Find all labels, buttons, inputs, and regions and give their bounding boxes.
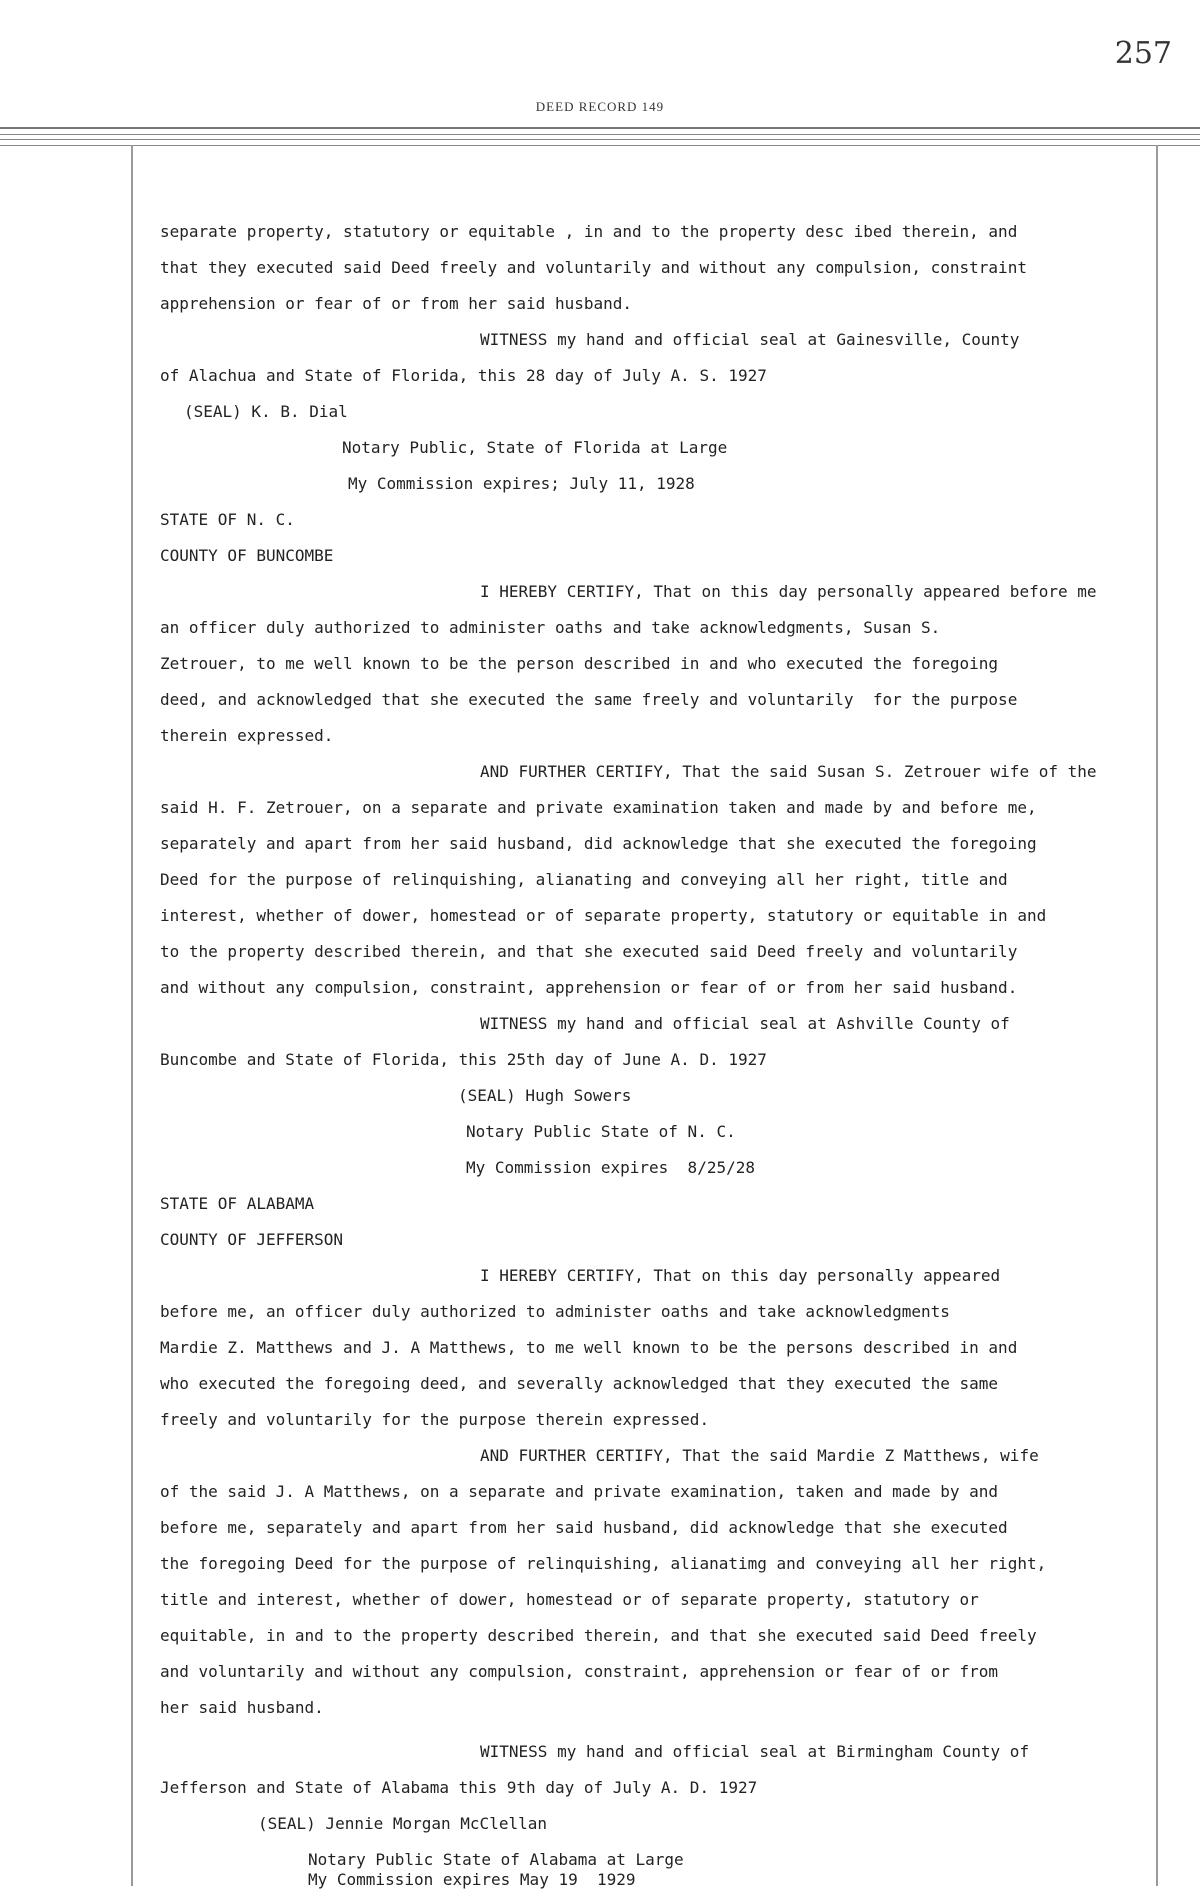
left-margin-line	[131, 145, 133, 1886]
running-header: DEED RECORD 149	[535, 99, 665, 114]
notary-title-line: Notary Public State of N. C.	[466, 1122, 736, 1141]
text-line: separate property, statutory or equitable , in and to the property desc ibed therein, and	[160, 222, 1018, 241]
commission-line: My Commission expires May 19 1929	[308, 1870, 636, 1889]
text-line: that they executed said Deed freely and voluntarily and without any compulsion, constraint	[160, 258, 1027, 277]
text-line: therein expressed.	[160, 726, 334, 745]
text-line: of Alachua and State of Florida, this 28 day of July A. S. 1927	[160, 366, 767, 385]
header-rule	[0, 139, 1200, 140]
text-line: who executed the foregoing deed, and severally acknowledged that they executed the same	[160, 1374, 999, 1393]
text-line: separately and apart from her said husband, did acknowledge that she executed the foregoing	[160, 834, 1037, 853]
county-heading: COUNTY OF JEFFERSON	[160, 1230, 344, 1249]
text-line: interest, whether of dower, homestead or of separate property, statutory or equitable in and	[160, 906, 1047, 925]
header-rule	[0, 127, 1200, 129]
text-line: before me, an officer duly authorized to administer oaths and take acknowledgments	[160, 1302, 950, 1321]
text-line: her said husband.	[160, 1698, 324, 1717]
state-heading: STATE OF N. C.	[160, 510, 295, 529]
text-line: said H. F. Zetrouer, on a separate and private examination taken and made by and before me,	[160, 798, 1037, 817]
text-line: before me, separately and apart from her said husband, did acknowledge that she executed	[160, 1518, 1008, 1537]
header-rule	[0, 134, 1200, 135]
text-line: freely and voluntarily for the purpose therein expressed.	[160, 1410, 710, 1429]
text-line: WITNESS my hand and official seal at Ashville County of	[480, 1014, 1010, 1033]
text-line: I HEREBY CERTIFY, That on this day personally appeared	[480, 1266, 1001, 1285]
notary-title-line: Notary Public State of Alabama at Large	[308, 1850, 684, 1869]
notary-seal-line: (SEAL) Hugh Sowers	[458, 1086, 632, 1105]
text-line: I HEREBY CERTIFY, That on this day personally appeared before me	[480, 582, 1097, 601]
text-line: Zetrouer, to me well known to be the person described in and who executed the foregoing	[160, 654, 999, 673]
text-line: WITNESS my hand and official seal at Gainesville, County	[480, 330, 1020, 349]
text-line: and without any compulsion, constraint, apprehension or fear of or from her said husband.	[160, 978, 1018, 997]
text-line: Deed for the purpose of relinquishing, alianating and conveying all her right, title and	[160, 870, 1008, 889]
text-line: of the said J. A Matthews, on a separate and private examination, taken and made by and	[160, 1482, 999, 1501]
text-line: equitable, in and to the property described therein, and that she executed said Deed freely	[160, 1626, 1037, 1645]
notary-title-line: Notary Public, State of Florida at Large	[342, 438, 728, 457]
text-line: deed, and acknowledged that she executed the same freely and voluntarily for the purpose	[160, 690, 1018, 709]
text-line: and voluntarily and without any compulsion, constraint, apprehension or fear of or from	[160, 1662, 999, 1681]
deed-record-text	[160, 214, 1160, 1890]
text-line: title and interest, whether of dower, homestead or of separate property, statutory or	[160, 1590, 979, 1609]
text-line: to the property described therein, and that she executed said Deed freely and voluntarily	[160, 942, 1018, 961]
notary-seal-line: (SEAL) Jennie Morgan McClellan	[258, 1814, 547, 1833]
notary-seal-line: (SEAL) K. B. Dial	[184, 402, 348, 421]
text-line: Buncombe and State of Florida, this 25th day of June A. D. 1927	[160, 1050, 767, 1069]
text-line: apprehension or fear of or from her said husband.	[160, 294, 633, 313]
text-line: the foregoing Deed for the purpose of relinquishing, alianatimg and conveying all her right,	[160, 1554, 1047, 1573]
county-heading: COUNTY OF BUNCOMBE	[160, 546, 334, 565]
header-rule	[0, 145, 1200, 146]
text-line: Mardie Z. Matthews and J. A Matthews, to me well known to be the persons described in and	[160, 1338, 1018, 1357]
text-line: AND FURTHER CERTIFY, That the said Susan S. Zetrouer wife of the	[480, 762, 1097, 781]
commission-line: My Commission expires; July 11, 1928	[348, 474, 695, 493]
text-line: WITNESS my hand and official seal at Birmingham County of	[480, 1742, 1030, 1761]
page-number: 257	[1114, 36, 1172, 71]
text-line: an officer duly authorized to administer oaths and take acknowledgments, Susan S.	[160, 618, 941, 637]
text-line: Jefferson and State of Alabama this 9th day of July A. D. 1927	[160, 1778, 758, 1797]
text-line: AND FURTHER CERTIFY, That the said Mardie Z Matthews, wife	[480, 1446, 1039, 1465]
commission-line: My Commission expires 8/25/28	[466, 1158, 755, 1177]
state-heading: STATE OF ALABAMA	[160, 1194, 315, 1213]
